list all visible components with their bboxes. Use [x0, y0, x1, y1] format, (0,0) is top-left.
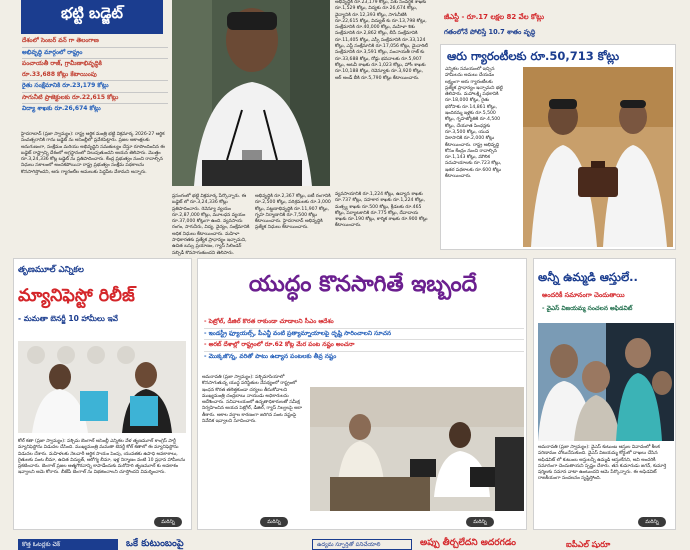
- tmc-body-text: కోల్ కతా (ప్రజా స్వామ్యం): పశ్చిమ బెంగాల్ అసెంబ్లీ ఎన్నికల వేళ తృణమూల్ కాంగ్రెస్ పార్టీ మ్యానిఫెస్టోను విడుదల చేసింది. ముఖ్యమంత్రి మమతా బెనర్జీ కోల్ కతాలో ఈ మ్యానిఫెస్టోను విడుదల చేశారు. మహిళలకు నెలవారీ ఆర్థిక సాయం పెంపు, యువతకు ఉపాధి అవకాశాలు, రైతులకు పంట బీమా, ఉచిత విద్యుత్, ఆరోగ్య బీమా, ఇళ్ల నిర్మాణం వంటి 10 ప్రధాన హామీలను ప్రకటించారు. బెంగాల్ ప్రజల ఆత్మగౌరవాన్ని కాపాడేందుకు మరోసారి తృణమూల్ కు అవకాశం ఇవ్వాలని ఆమె కోరారు. బీజేపీ బెంగాల్ ను విభజించాలని చూస్తోందని విమర్శించారు.: [18, 439, 186, 476]
- ys-family-photo: [538, 323, 674, 441]
- read-more-button[interactable]: మరిన్ని: [638, 517, 666, 527]
- budget-bullet: అభివృద్ధి మార్గంలో రాష్ట్రం: [22, 48, 168, 60]
- budget-bullet: రైతు సంక్షేమానికి రూ.23,179 కోట్లు: [22, 81, 168, 93]
- tmc-manifesto-section: [13, 258, 192, 530]
- war-bullet: - పెట్రోల్, డీజిల్ కొరత రాకుండా చూడాలని సీఎం ఆదేశం: [204, 317, 524, 329]
- cm-review-meeting-photo: [310, 387, 524, 511]
- budget-bullet: దేశంలో సెంబర్ వన్ గా తెలంగాణ: [22, 36, 168, 48]
- read-more-button[interactable]: మరిన్ని: [466, 517, 494, 527]
- ys-body-text: అమరావతి (ప్రజా స్వామ్యం): వైఎస్ కుటుంబ ఆస్తుల వివాదంలో కీలక పరిణామం చోటుచేసుకుంది. వైఎస్ విజయమ్మ కోర్టులో దాఖలు చేసిన అఫిడవిట్ లో కుటుంబ ఆస్తులన్నీ ఉమ్మడి ఆస్తులేనని, అవి అందరికీ సమానంగా చెందుతాయని స్పష్టం చేశారు. తన కుమారుడు జగన్, కుమార్తె షర్మిలకు సమాన వాటా ఉంటుందని ఆమె పేర్కొన్నారు. ఈ అఫిడవిట్ రాజకీయంగా సంచలనం సృష్టిస్తోంది.: [538, 445, 667, 482]
- budget-col-text-2: అభివృద్ధికి రూ.2,367 కోట్లు, ఐటీ రంగానికి రూ.2,500 కోట్లు, పరిశ్రమలకు రూ.3,000 కోట్లు, పట్టణాభివృద్ధికి రూ.11,907 కోట్లు, గృహ నిర్మాణానికి రూ.7,500 కోట్లు కేటాయించారు. హైదరాబాద్ అభివృద్ధికి ప్రత్యేక నిధులు కేటాయించారు.: [255, 194, 331, 231]
- budget-col-text-1: ప్రసంగంలో భట్టి విక్రమార్క పేర్కొన్నారు. ఈ బడ్జెట్ లో రూ.3,24,336 కోట్లు ప్రతిపాదించారు. రెవెన్యూ వ్యయం రూ.2,87,000 కోట్లు, మూలధన వ్యయం రూ.37,000 కోట్లుగా ఉంది. వ్యవసాయ రంగం, సాగునీరు, విద్య, వైద్యం, సంక్షేమానికి అధిక నిధులు కేటాయించారు. మహిళా సాధికారతకు ప్రత్యేక ప్రాధాన్యం ఇచ్చామని, ఉచిత బస్సు ప్రయాణం, గ్యాస్ సిలిండర్ సబ్సిడీ కొనసాగుతుందని తెలిపారు.: [172, 194, 250, 256]
- tmc-headline: మ్యానిఫెస్టో రిలీజ్: [18, 286, 135, 306]
- budget-body-text: హైదరాబాద్ (ప్రజా స్వామ్యం): రాష్ట్ర ఆర్థిక మంత్రి భట్టి విక్రమార్క 2026-27 ఆర్థిక సంవత్సరానికి గాను బడ్జెట్ ను అసెంబ్లీలో ప్రవేశపెట్టారు. ప్రజల ఆకాంక్షలకు అనుగుణంగా, సంక్షేమం మరియు అభివృద్ధిని సమతుల్యం చేస్తూ రూపొందించిన ఈ బడ్జెట్ రాష్ట్రాన్ని దేశంలో అగ్రస్థానంలో నిలుపుతుందని ఆయన తెలిపారు. మొత్తం రూ.3,24,336 కోట్ల బడ్జెట్ ను ప్రతిపాదించారు. కేంద్ర ప్రభుత్వం నుంచి రావాల్సిన నిధులు సకాలంలో అందకపోయినా రాష్ట్ర ప్రభుత్వం సంక్షేమ పథకాలను కొనసాగిస్తోందని, ఆరు గ్యారంటీల అమలుకు పెద్దపీట వేశామని అన్నారు.: [21, 132, 165, 175]
- bottom-strip: [0, 535, 690, 550]
- budget-bullet: విద్యా శాఖకు రూ.26,674 కోట్లు: [22, 105, 101, 112]
- read-more-button[interactable]: మరిన్ని: [154, 517, 182, 527]
- strip-box-2: ఉద్యమ స్ఫూర్తితో పనిచేయాలి: [312, 539, 412, 550]
- ys-property-section: [533, 258, 676, 530]
- budget-col-text-3: అభివృద్ధికి రూ.23,179 కోట్లు, పశు సంవర్ధక శాఖకు రూ.1,529 కోట్లు, విద్యకు రూ.26,674 కోట్లు, వైద్యానికి రూ.12,393 కోట్లు, సాగునీటికి రూ.22,615 కోట్లు, విద్యుత్ కు రూ.13,798 కోట్లు, సంక్షేమానికి రూ.40,000 కోట్లు, మహిళా శిశు సంక్షేమానికి రూ.2,862 కోట్లు, బీసీ సంక్షేమానికి రూ.11,405 కోట్లు, ఎస్సీ సంక్షేమానికి రూ.33,124 కోట్లు, ఎస్టీ సంక్షేమానికి రూ.17,056 కోట్లు, మైనారిటీ సంక్షేమానికి రూ.3,591 కోట్లు, పంచాయతీ రాజ్ కు రూ.33,688 కోట్లు, రోడ్లు భవనాలకు రూ.5,907 కోట్లు, అటవీ శాఖకు రూ.1,023 కోట్లు, హోం శాఖకు రూ.10,188 కోట్లు, రెవెన్యూకు రూ.3,920 కోట్లు, ఆర్ అండ్ బీకి రూ.5,790 కోట్లు కేటాయించారు.: [335, 0, 428, 81]
- guarantees-box: [440, 44, 676, 250]
- budget-bullet: పంచాయతీ రాజ్, గ్రామీణాభివృద్ధికి: [22, 60, 102, 67]
- guarantees-body-text: ఎన్నికల సమయంలో ఇచ్చిన హామీలను అమలు చేయడం లక్ష్యంగా ఆరు గ్యారంటీలకు ప్రత్యేక ప్రాధాన్యం ఇచ్చామని భట్టి తెలిపారు. మహాలక్ష్మి పథకానికి రూ.18,000 కోట్లు, రైతు భరోసాకు రూ.14,861 కోట్లు, ఇందిరమ్మ ఇళ్లకు రూ.5,500 కోట్లు, గృహజ్యోతికి రూ.4,500 కోట్లు, చేయూత పింఛన్లకు రూ.3,500 కోట్లు, యువ వికాసానికి రూ.2,000 కోట్లు కేటాయించారు. రాష్ట్ర అభివృద్ధి కోసం కేంద్రం నుంచి రావాల్సిన రూ.1,143 కోట్లు, మౌలిక సదుపాయాలకు రూ.723 కోట్లు, ఇతర పథకాలకు రూ.600 కోట్లు కేటాయించారు.: [445, 67, 503, 180]
- strip-headline-2: అప్పు తీర్చలేదని అదరగడం: [420, 538, 516, 548]
- ys-headline: అన్నీ ఉమ్మడి ఆస్తులే..: [538, 270, 638, 284]
- strip-box-left: కొత్త ఓటర్లకు చెక్: [18, 539, 118, 550]
- budget-bullets: [22, 36, 168, 115]
- read-more-button[interactable]: మరిన్ని: [260, 517, 288, 527]
- growth-strip: గతంలోనే పోలిస్తే 10.7 శాతం వృద్ధి: [444, 28, 536, 36]
- budget-bullet: సాగునీటి ప్రాజెక్టులకు రూ.22,615 కోట్లు: [22, 93, 168, 105]
- tmc-subhead: - మమతా బెనర్జీ 10 హామీలు ఇవే: [18, 314, 118, 323]
- budget-col-text-4: వ్యవసాయానికి రూ.1,224 కోట్లు, ఉద్యాన శాఖకు రూ.737 కోట్లు, సహకార శాఖకు రూ.1,224 కోట్లు, మత్స్య శాఖకు రూ.500 కోట్లు, క్రీడలకు రూ.465 కోట్లు, పర్యాటకానికి రూ.775 కోట్లు, దేవాదాయ శాఖకు రూ.190 కోట్లు, కార్మిక శాఖకు రూ.900 కోట్లు కేటాయించారు.: [335, 192, 428, 229]
- mamata-manifesto-photo: [18, 341, 186, 433]
- war-bullets: [204, 317, 524, 362]
- war-bullet: - అరబ్ దేశాల్లో రాష్ట్రంలో రూ.62 కోట్ల మేర పంట నష్టం అంచనా: [204, 340, 524, 352]
- budget-heading: భట్టి బడ్జెట్: [21, 0, 163, 34]
- cm-handing-budget-photo: [523, 67, 673, 247]
- strip-headline-1: ఒకే కుటుంబంపై: [126, 538, 184, 549]
- budget-section: [13, 0, 170, 252]
- budget-bullet: రూ.33,688 కోట్లు కేటాయింపు: [22, 70, 168, 82]
- war-impact-section: [197, 258, 527, 530]
- gst-strip: జీఎస్టీ - రూ.17 లక్షల 82 వేల కోట్లు: [444, 13, 545, 21]
- war-headline: యుద్ధం కొనసాగితే ఇబ్బందే: [248, 272, 478, 297]
- minister-speech-photo: [172, 0, 330, 186]
- war-bullet: - ఇండస్ట్రీ ఫ్యూయల్స్, పీఎన్జీ వంటి ప్రత్యామ్నాయాలపై దృష్టి సారించాలని సూచన: [204, 329, 524, 341]
- guarantees-headline: ఆరు గ్యారంటీలకు రూ.50,713 కోట్లు: [447, 49, 620, 63]
- tmc-kicker: తృణమూల్ ఎన్నికల: [18, 265, 84, 275]
- war-bullet: - మొక్కజొన్న, వరితో పాటు ఉద్యాన పంటలకు తీవ్ర నష్టం: [204, 352, 337, 360]
- strip-box-right: ఐపీఎల్ షురూ: [566, 540, 611, 549]
- war-body-text-1: అమరావతి (ప్రజా స్వామ్యం): పశ్చిమాసియాలో కొనసాగుతున్న యుద్ధ పరిస్థితుల నేపథ్యంలో రాష్ట్రంలో ఇంధన కొరత తలెత్తకుండా చర్యలు తీసుకోవాలని ముఖ్యమంత్రి చంద్రబాబు నాయుడు అధికారులను ఆదేశించారు. సచివాలయంలో ఉన్నతాధికారులతో సమీక్ష నిర్వహించిన ఆయన పెట్రోల్, డీజిల్, గ్యాస్ నిల్వలపై ఆరా తీశారు. అకాల వర్షాల కారణంగా జరిగిన పంట నష్టంపై నివేదిక ఇవ్వాలని సూచించారు.: [202, 375, 303, 425]
- ys-strip: - వైఎస్ విజయమ్మ సంచలన అఫిడవిట్: [542, 305, 633, 312]
- ys-subhead: అందరికీ సమానంగా చెందుతాయి: [542, 291, 625, 299]
